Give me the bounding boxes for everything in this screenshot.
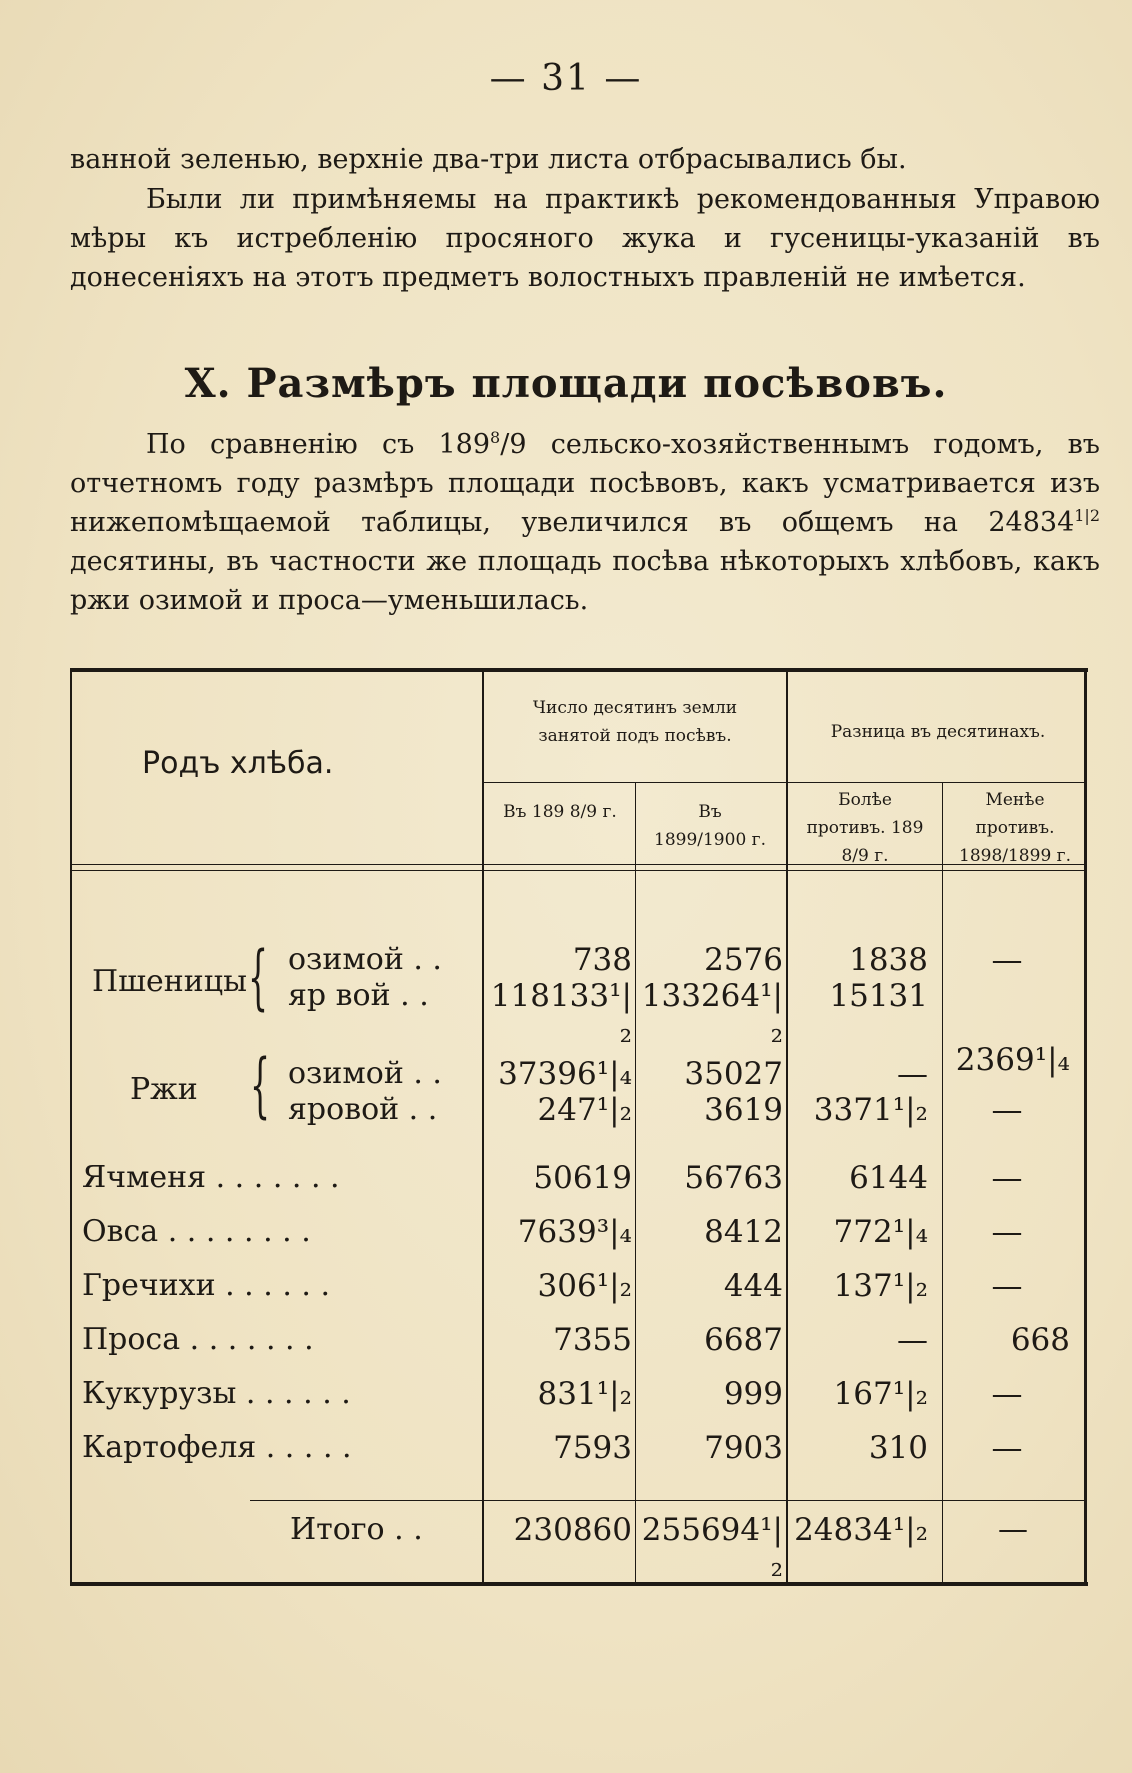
row-label: Ячменя . . . . . . . bbox=[82, 1160, 340, 1195]
row-c3: 15131 bbox=[829, 978, 928, 1014]
total-c1: 230860 bbox=[513, 1512, 632, 1548]
section-heading: X. Размѣръ площади посѣвовъ. bbox=[184, 360, 948, 407]
row-c3: 772¹|₄ bbox=[833, 1214, 928, 1250]
paragraph-2: Были ли примѣняемы на практикѣ рекомендованныя Управою мѣры къ истребленію просяного жука и гусеницы-указаній въ донесеніяхъ на этотъ предметъ волостныхъ правленій не имѣется. bbox=[70, 184, 1100, 293]
row-c1: 50619 bbox=[533, 1160, 632, 1196]
header-crop-kind: Родъ хлѣба. bbox=[142, 746, 334, 781]
header-col-less: Менѣе противъ. 1898/1899 г. bbox=[959, 790, 1071, 866]
row-c1: 37396¹|₄ bbox=[498, 1056, 632, 1092]
header-group-difference: Разница въ десятинахъ. bbox=[830, 722, 1046, 742]
row-label: Кукурузы . . . . . . bbox=[82, 1376, 351, 1411]
row-c1: 7355 bbox=[553, 1322, 632, 1358]
row-label: яр вой . . bbox=[288, 978, 429, 1013]
row-c4: — bbox=[991, 1160, 1023, 1196]
row-c4: — bbox=[991, 1376, 1023, 1412]
row-c1: 738 bbox=[572, 942, 632, 978]
row-c2: 133264¹|₂ bbox=[641, 978, 783, 1050]
total-c3: 24834¹|₂ bbox=[794, 1512, 928, 1548]
paragraph-3-half: 1|2 bbox=[1074, 506, 1100, 525]
row-c2: 444 bbox=[723, 1268, 783, 1304]
row-c1: 7593 bbox=[553, 1430, 632, 1466]
row-c2: 3619 bbox=[704, 1092, 783, 1128]
row-c1: 7639³|₄ bbox=[517, 1214, 632, 1250]
header-group-sown-area: Число десятинъ земли занятой подъ посѣвъ. bbox=[532, 698, 738, 746]
row-c3: 137¹|₂ bbox=[833, 1268, 928, 1304]
paragraph-3-end: десятины, въ частности же площадь посѣва нѣкоторыхъ хлѣбовъ, какъ ржи озимой и проса—уменьшилась. bbox=[70, 546, 1100, 616]
row-label: Картофеля . . . . . bbox=[82, 1430, 352, 1465]
row-label: яровой . . bbox=[288, 1092, 438, 1127]
row-c4: 668 bbox=[1010, 1322, 1070, 1358]
row-c3: 167¹|₂ bbox=[833, 1376, 928, 1412]
row-c2: 35027 bbox=[684, 1056, 783, 1092]
paragraph-3-start: По сравненію съ 189 bbox=[146, 429, 491, 460]
row-label: озимой . . bbox=[288, 942, 442, 977]
page-number: — 31 — bbox=[489, 58, 643, 99]
row-label: Гречихи . . . . . . bbox=[82, 1268, 330, 1303]
row-c4: 2369¹|₄ bbox=[955, 1042, 1070, 1078]
row-c1: 118133¹|₂ bbox=[490, 978, 632, 1050]
paragraph-3-fraction: 8 bbox=[490, 428, 501, 447]
group-rye: Ржи bbox=[130, 1072, 198, 1107]
row-c4: — bbox=[991, 1214, 1023, 1250]
header-col-more: Болѣе противъ. 189 8/9 г. bbox=[806, 790, 924, 866]
row-c4: — bbox=[991, 1092, 1023, 1128]
row-c4: — bbox=[991, 942, 1023, 978]
row-c2: 7903 bbox=[704, 1430, 783, 1466]
rye-brace-icon: { bbox=[250, 1044, 271, 1126]
row-c2: 6687 bbox=[704, 1322, 783, 1358]
total-c4: — bbox=[998, 1512, 1028, 1547]
total-c2: 255694¹|₂ bbox=[641, 1512, 783, 1584]
row-c1: 831¹|₂ bbox=[537, 1376, 632, 1412]
row-c2: 999 bbox=[723, 1376, 783, 1412]
row-c3: — bbox=[897, 1322, 928, 1358]
row-c4: — bbox=[991, 1268, 1023, 1304]
total-label: Итого . . bbox=[290, 1512, 423, 1547]
row-label: Овса . . . . . . . . bbox=[82, 1214, 311, 1249]
group-wheat: Пшеницы bbox=[92, 964, 247, 999]
wheat-brace-icon: { bbox=[248, 936, 269, 1018]
crops-table bbox=[70, 668, 1088, 1586]
paragraph-3-middle: /9 сельско-хозяйственнымъ годомъ, въ отчетномъ году размѣръ площади посѣвовъ, какъ усматривается изъ нижепомѣщаемой таблицы, увеличился въ общемъ на 24834 bbox=[70, 429, 1100, 538]
row-c4: — bbox=[991, 1430, 1023, 1466]
row-c2: 56763 bbox=[684, 1160, 783, 1196]
row-c3: 3371¹|₂ bbox=[813, 1092, 928, 1128]
row-label: Проса . . . . . . . bbox=[82, 1322, 314, 1357]
row-c1: 306¹|₂ bbox=[537, 1268, 632, 1304]
row-c2: 8412 bbox=[704, 1214, 783, 1250]
row-c3: 1838 bbox=[849, 942, 928, 978]
row-label: озимой . . bbox=[288, 1056, 442, 1091]
row-c3: 6144 bbox=[849, 1160, 928, 1196]
row-c3: 310 bbox=[868, 1430, 928, 1466]
header-col-1898: Въ 189 8/9 г. bbox=[503, 802, 617, 822]
row-c1: 247¹|₂ bbox=[537, 1092, 632, 1128]
row-c3: — bbox=[897, 1056, 928, 1092]
paragraph-1: ванной зеленью, верхніе два-три листа отбрасывались бы. bbox=[70, 144, 907, 175]
row-c2: 2576 bbox=[704, 942, 783, 978]
header-col-1900: Въ 1899/1900 г. bbox=[654, 802, 766, 850]
paragraph-3 bbox=[70, 425, 1100, 620]
